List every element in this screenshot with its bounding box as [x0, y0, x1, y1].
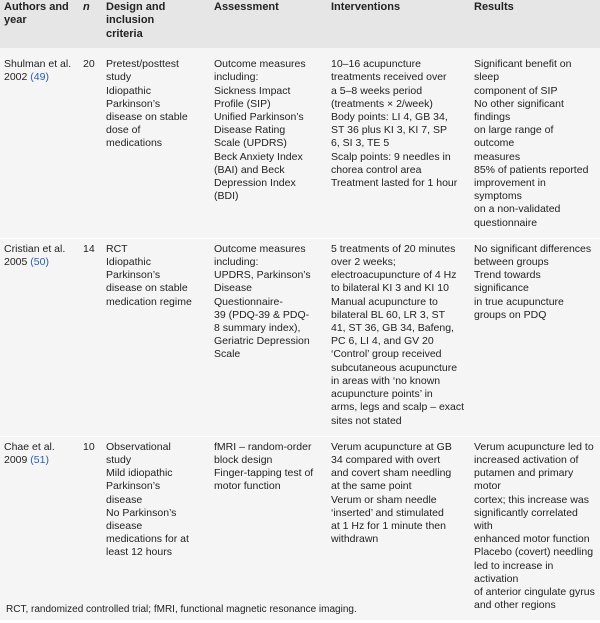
- cell-interventions: Verum acupuncture at GB 34 compared with overt and covert sham needling at the same point Verum or sham needle ‘inserted’ and stimulated at 1 Hz for 1 minute then withdrawn: [327, 437, 470, 621]
- header-results: Results: [470, 0, 600, 48]
- header-interventions: Interventions: [327, 0, 470, 48]
- cell-n: 20: [79, 48, 102, 238]
- cell-author: Cristian et al. 2005 (50): [0, 239, 79, 436]
- cell-n: 10: [79, 437, 102, 621]
- cell-interventions: 10–16 acupuncture treatments received over a 5–8 weeks period (treatments × 2/week) Body points: LI 4, GB 34, ST 36 plus KI 3, KI 7, SP 6, SI 3, TE 5 Scalp points: 9 needles in chorea control area Treatment lasted for 1 hour: [327, 48, 470, 238]
- cell-design: RCT Idiopathic Parkinson’s disease on stable medication regime: [102, 239, 210, 436]
- cell-assessment: fMRI – random-order block design Finger-tapping test of motor function: [210, 437, 327, 621]
- table-row: [0, 48, 600, 238]
- header-n: n: [79, 0, 102, 48]
- reference-link[interactable]: (50): [30, 256, 49, 269]
- reference-link[interactable]: (51): [30, 453, 49, 466]
- cell-author: Shulman et al. 2002 (49): [0, 48, 79, 238]
- header-authors: Authors and year: [0, 0, 79, 48]
- table-row: [0, 437, 600, 621]
- header-design: Design and inclusion criteria: [102, 0, 210, 48]
- cell-design: Observational study Mild idiopathic Parkinson’s disease No Parkinson’s disease medications for at least 12 hours: [102, 437, 210, 621]
- header-row: [0, 0, 600, 48]
- cell-design: Pretest/posttest study Idiopathic Parkinson’s disease on stable dose of medications: [102, 48, 210, 238]
- table-footnote: RCT, randomized controlled trial; fMRI, functional magnetic resonance imaging.: [6, 604, 357, 615]
- cell-results: Verum acupuncture led to increased activation of putamen and primary motor cortex; this increase was significantly correlated with enhanced motor function Placebo (covert) needling led to increase in activation of anterior cingulate gyrus and other regions: [470, 437, 600, 621]
- row-divider: [0, 620, 600, 621]
- cell-assessment: Outcome measures including: UPDRS, Parkinson’s Disease Questionnaire- 39 (PDQ-39 & PDQ- 8 summary index), Geriatric Depression Scale: [210, 239, 327, 436]
- cell-n: 14: [79, 239, 102, 436]
- cell-assessment: Outcome measures including: Sickness Impact Profile (SIP) Unified Parkinson’s Disease Rating Scale (UPDRS) Beck Anxiety Index (BAI) and Beck Depression Index (BDI): [210, 48, 327, 238]
- cell-results: No significant differences between groups Trend towards significance in true acupuncture groups on PDQ: [470, 239, 600, 436]
- cell-interventions: 5 treatments of 20 minutes over 2 weeks; electroacupuncture of 4 Hz to bilateral KI 3 and KI 10 Manual acupuncture to bilateral BL 60, LR 3, ST 41, ST 36, GB 34, Bafeng, PC 6, LI 4, and GV 20 ‘Control’ group received subcutaneous acupuncture in areas with ‘no known acupuncture points’ in arms, legs and scalp – exact sites not stated: [327, 239, 470, 436]
- header-assessment: Assessment: [210, 0, 327, 48]
- cell-results: Significant benefit on sleep component of SIP No other significant findings on large range of outcome measures 85% of patients reported improvement in symptoms on a non-validated questionnaire: [470, 48, 600, 238]
- reference-link[interactable]: (49): [30, 71, 49, 84]
- table-row: [0, 239, 600, 436]
- cell-author: Chae et al. 2009 (51): [0, 437, 79, 621]
